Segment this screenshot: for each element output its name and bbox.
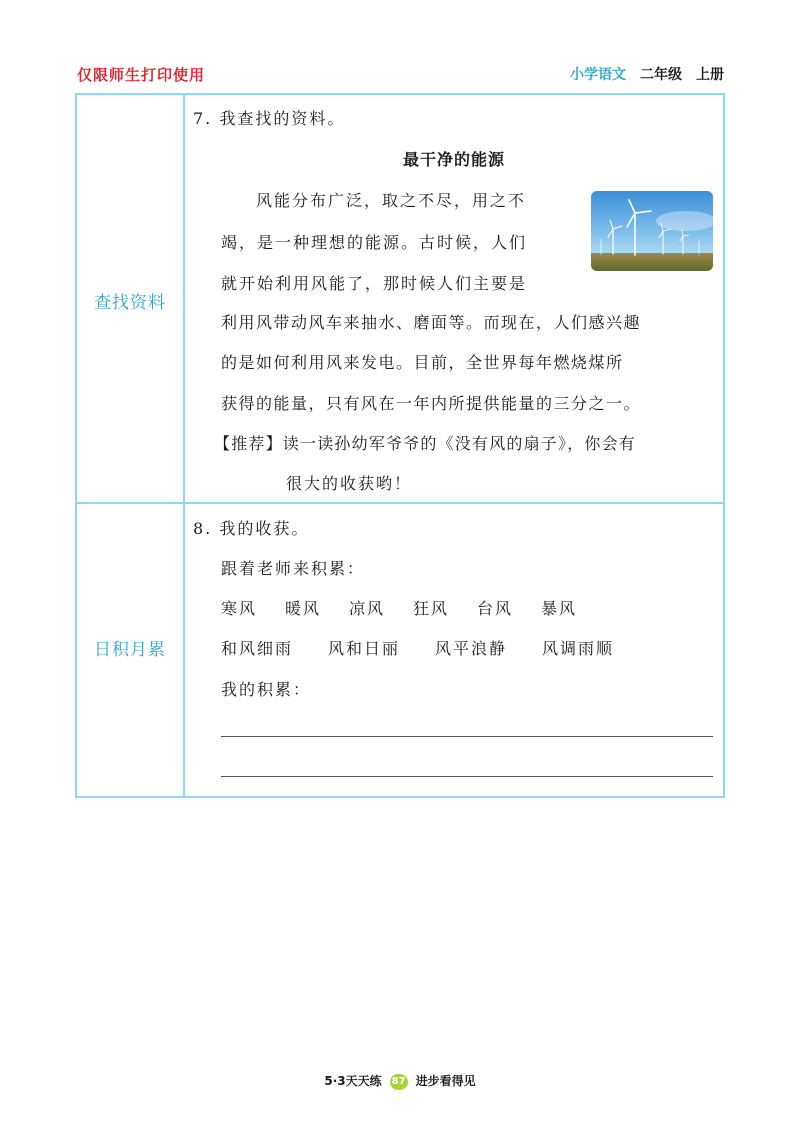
word-item: 狂风 xyxy=(413,599,450,618)
grade-label: 二年级 xyxy=(640,67,682,83)
footer-series: 5·3天天练 xyxy=(324,1074,382,1088)
recommendation-line-2: 很大的收获哟！ xyxy=(286,474,413,493)
article-line-1: 风能分布广泛，取之不尽，用之不 xyxy=(256,191,527,210)
answer-line-2[interactable] xyxy=(221,776,713,777)
question-8: 8. 我的收获。 xyxy=(193,519,310,538)
word-item: 台风 xyxy=(477,599,514,618)
section-label-accumulation: 日积月累 xyxy=(94,640,166,660)
book-info xyxy=(570,64,724,84)
article-line-4: 利用风带动风车来抽水、磨面等。而现在，人们感兴趣 xyxy=(221,313,642,332)
article-title: 最干净的能源 xyxy=(403,150,506,169)
idiom-item: 风平浪静 xyxy=(435,639,508,658)
question-7: 7. 我查找的资料。 xyxy=(193,109,346,128)
article-line-5: 的是如何利用风来发电。目前，全世界每年燃烧煤所 xyxy=(221,353,624,372)
article-line-2: 竭，是一种理想的能源。古时候，人们 xyxy=(221,233,528,252)
article-line-6: 获得的能量，只有风在一年内所提供能量的三分之一。 xyxy=(221,394,642,413)
page-number: 87 xyxy=(390,1074,408,1090)
row-divider xyxy=(77,502,723,504)
idiom-item: 和风细雨 xyxy=(221,639,294,658)
article-line-3: 就开始利用风能了，那时候人们主要是 xyxy=(221,274,528,293)
recommendation-line: 【推荐】读一读孙幼军爷爷的《没有风的扇子》，你会有 xyxy=(214,434,637,453)
word-item: 暖风 xyxy=(285,599,322,618)
idiom-item: 风调雨顺 xyxy=(542,639,615,658)
watermark-text: 仅限师生打印使用 xyxy=(77,66,206,84)
answer-line-1[interactable] xyxy=(221,736,713,737)
section-label-research: 查找资料 xyxy=(94,293,166,313)
page-footer xyxy=(0,1072,800,1090)
column-divider xyxy=(183,95,185,796)
word-item: 寒风 xyxy=(221,599,258,618)
wind-turbine-photo xyxy=(591,191,713,271)
footer-slogan: 进步看得见 xyxy=(415,1074,476,1088)
word-item: 凉风 xyxy=(349,599,386,618)
word-item: 暴风 xyxy=(541,599,578,618)
my-accumulation-prompt: 我的积累： xyxy=(221,680,312,699)
volume-label: 上册 xyxy=(696,67,724,83)
idiom-item: 风和日丽 xyxy=(328,639,401,658)
accumulate-prompt: 跟着老师来积累： xyxy=(221,559,366,578)
subject-label: 小学语文 xyxy=(570,67,626,83)
